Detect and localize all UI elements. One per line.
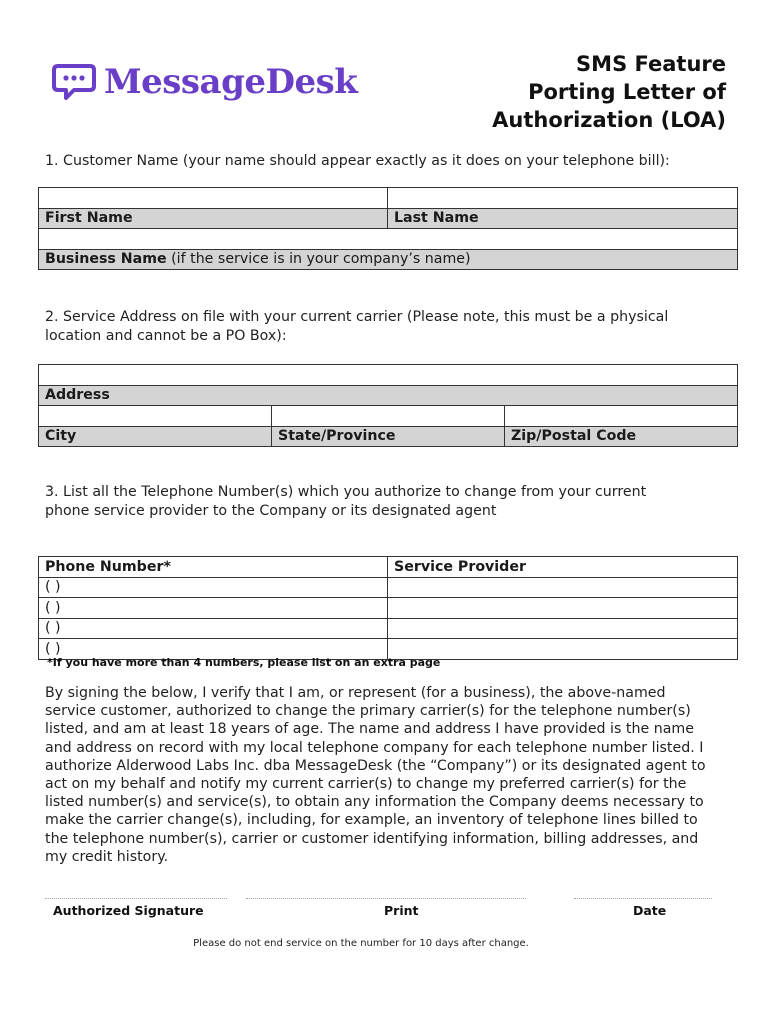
authorization-line: act on my behalf and notify my current carrier(s) to change my preferred carrier(s) for the bbox=[45, 776, 687, 793]
logo-text: MessageDesk bbox=[104, 62, 358, 102]
authorization-line: make the carrier change(s), including, for example, an inventory of telephone lines billed to bbox=[45, 812, 698, 829]
business-name-label: Business Name bbox=[45, 251, 167, 268]
authorized-signature-line[interactable] bbox=[45, 898, 227, 899]
phone-number-field-2[interactable]: ( ) bbox=[39, 598, 388, 619]
city-field[interactable] bbox=[39, 406, 272, 427]
last-name-label: Last Name bbox=[388, 208, 738, 229]
section3-heading-line2: phone service provider to the Company or its designated agent bbox=[45, 502, 497, 519]
section2-heading-line1: 2. Service Address on file with your current carrier (Please note, this must be a physical bbox=[45, 309, 669, 325]
section3-heading-line1: 3. List all the Telephone Number(s) which you authorize to change from your current bbox=[45, 484, 647, 500]
service-provider-header: Service Provider bbox=[388, 557, 738, 578]
address-label: Address bbox=[39, 385, 738, 406]
authorization-line: listed, and am at least 18 years of age. The name and address I have provided is the name bbox=[45, 721, 694, 738]
state-label: State/Province bbox=[272, 426, 505, 447]
title-line-3: Authorization (LOA) bbox=[492, 108, 726, 132]
authorization-line: my credit history. bbox=[45, 848, 169, 865]
date-line[interactable] bbox=[574, 898, 712, 899]
phone-number-field-3[interactable]: ( ) bbox=[39, 618, 388, 639]
section1-heading: 1. Customer Name (your name should appear exactly as it does on your telephone bill): bbox=[45, 153, 670, 169]
business-name-field[interactable] bbox=[39, 229, 738, 250]
section2-heading-line2: location and cannot be a PO Box): bbox=[45, 327, 287, 344]
title-line-2: Porting Letter of bbox=[528, 80, 726, 104]
business-name-label-cell bbox=[39, 249, 738, 270]
authorized-signature-label: Authorized Signature bbox=[53, 903, 204, 918]
state-field[interactable] bbox=[272, 406, 505, 427]
messagedesk-logo bbox=[52, 60, 357, 104]
first-name-field[interactable] bbox=[39, 188, 388, 209]
service-provider-field-3[interactable] bbox=[388, 618, 738, 639]
section3-heading bbox=[45, 483, 646, 520]
customer-name-table bbox=[38, 187, 738, 270]
authorization-line: the telephone number(s), carrier or customer identifying information, billing addresses, and bbox=[45, 830, 699, 847]
print-label: Print bbox=[384, 903, 419, 918]
zip-label: Zip/Postal Code bbox=[505, 426, 738, 447]
city-label: City bbox=[39, 426, 272, 447]
authorization-line: and address on record with my local telephone company for each telephone number listed. I bbox=[45, 739, 704, 756]
phone-numbers-table bbox=[38, 556, 738, 660]
authorization-line: By signing the below, I verify that I am, or represent (for a business), the above-named bbox=[45, 685, 666, 701]
document-title bbox=[426, 50, 726, 134]
authorization-paragraph bbox=[45, 684, 735, 866]
phone-footnote: *If you have more than 4 numbers, please list on an extra page bbox=[47, 656, 441, 669]
phone-number-header: Phone Number* bbox=[39, 557, 388, 578]
service-provider-field-2[interactable] bbox=[388, 598, 738, 619]
business-name-note: (if the service is in your company’s name) bbox=[166, 251, 471, 268]
section2-heading bbox=[45, 308, 668, 345]
zip-field[interactable] bbox=[505, 406, 738, 427]
authorization-line: listed number(s) and service(s), to obtain any information the Company deems necessary to bbox=[45, 794, 704, 811]
date-label: Date bbox=[633, 903, 667, 918]
service-provider-field-1[interactable] bbox=[388, 577, 738, 598]
authorization-line: service customer, authorized to change the primary carrier(s) for the telephone number(s) bbox=[45, 703, 691, 720]
first-name-label: First Name bbox=[39, 208, 388, 229]
title-line-1: SMS Feature bbox=[576, 52, 726, 76]
service-address-table bbox=[38, 364, 738, 447]
bottom-note: Please do not end service on the number for 10 days after change. bbox=[193, 938, 529, 949]
print-name-line[interactable] bbox=[246, 898, 526, 899]
authorization-line: authorize Alderwood Labs Inc. dba MessageDesk (the “Company”) or its designated agent to bbox=[45, 757, 706, 774]
phone-number-field-4[interactable]: ( ) bbox=[39, 639, 388, 660]
phone-number-field-1[interactable]: ( ) bbox=[39, 577, 388, 598]
last-name-field[interactable] bbox=[388, 188, 738, 209]
chat-bubble-icon bbox=[52, 62, 96, 102]
address-field[interactable] bbox=[39, 365, 738, 386]
